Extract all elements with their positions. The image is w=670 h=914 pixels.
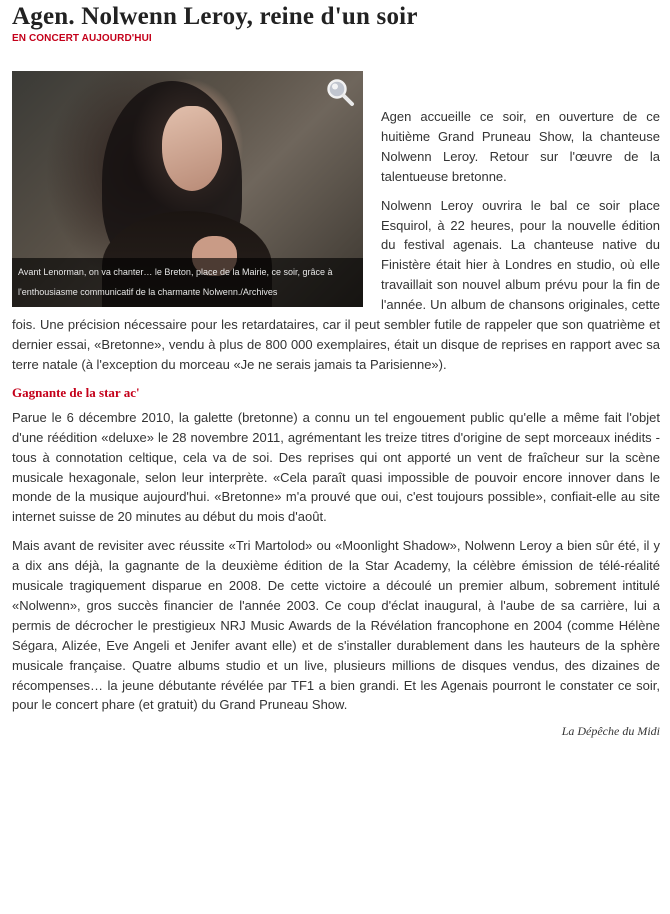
article-title: Agen. Nolwenn Leroy, reine d'un soir [12, 3, 418, 30]
article-paragraph: Nolwenn Leroy ouvrira le bal ce soir place Esquirol, à 22 heures, pour la nouvelle édition du festival agenais. La chanteuse native du Finistère était hier à Londres en studio, où elle travaillait son nouvel album prévu pour la fin de l'année. Un album de chansons originales, cette fois. Une précision nécessaire pour les retardataires, car il peut sembler futile de rappeler que son quatrième et dernier essai, «Bretonne», vendu à plus de 800 000 exemplaires, était un disque de reprises en rapport avec sa terre natale (à l'exception du morceau «Je ne serais jamais ta Parisienne»). [12, 197, 660, 372]
magnifier-icon[interactable] [325, 77, 355, 107]
article-photo[interactable] [12, 71, 363, 307]
article-subheading: Gagnante de la star ac' [12, 384, 140, 400]
photo-face-shape [162, 106, 222, 191]
photo-caption: Avant Lenorman, on va chanter… le Breton, place de la Mairie, ce soir, grâce à l'enthousiasme communicatif de la charmante Nolwenn./Archives [12, 258, 363, 307]
article-signature: La Dépêche du Midi [561, 724, 660, 739]
article-paragraph: Mais avant de revisiter avec réussite «Tri Martolod» ou «Moonlight Shadow», Nolwenn Leroy a bien sûr été, il y a dix ans déjà, la gagnante de la deuxième édition de la Star Academy, la célèbre émission de télé-réalité musicale tragiquement disparue en 2008. De cette victoire a découlé un premier album, sobrement intitulé «Nolwenn», gros succès financier de l'année 2003. Ce coup d'éclat inaugural, à l'aube de sa carrière, lui a permis de décrocher le prestigieux NRJ Music Awards de la Révélation francophone en 2004 (comme Hélène Ségara, Alizée, Eve Angeli et Jenifer avant elle) et de s'installer durablement dans les hauteurs de la sphère musicale française. Quatre albums studio et un live, plusieurs millions de disques vendus, des dizaines de récompenses… la jeune débutante révélée par TF1 a bien grandi. Et les Agenais pourront le constater ce soir, pour le concert phare (et gratuit) du Grand Pruneau Show. [12, 538, 660, 713]
article-kicker: EN CONCERT AUJOURD'HUI [12, 33, 152, 44]
article-paragraph: Agen accueille ce soir, en ouverture de ce huitième Grand Pruneau Show, la chanteuse Nolwenn Leroy. Retour sur l'œuvre de la talentueuse bretonne. [381, 109, 660, 184]
article-paragraph: Parue le 6 décembre 2010, la galette (bretonne) a connu un tel engouement public qu'elle a même fait l'objet d'une réédition «deluxe» le 28 novembre 2011, agrémentant les treize titres d'origine de sept morceaux inédits - tous à connotation celtique, cela va de soi. Des reprises qui ont apporté un vent de fraîcheur sur la scène musicale hexagonale, selon leur interprète. «Cela paraît quasi impossible de pouvoir encore innover dans le monde de la musique aujourd'hui. «Bretonne» m'a prouvé que oui, c'est toujours possible», confiait-elle au site internet suisse de 20 minutes au début du mois d'août. [12, 409, 660, 525]
article [12, 0, 660, 739]
